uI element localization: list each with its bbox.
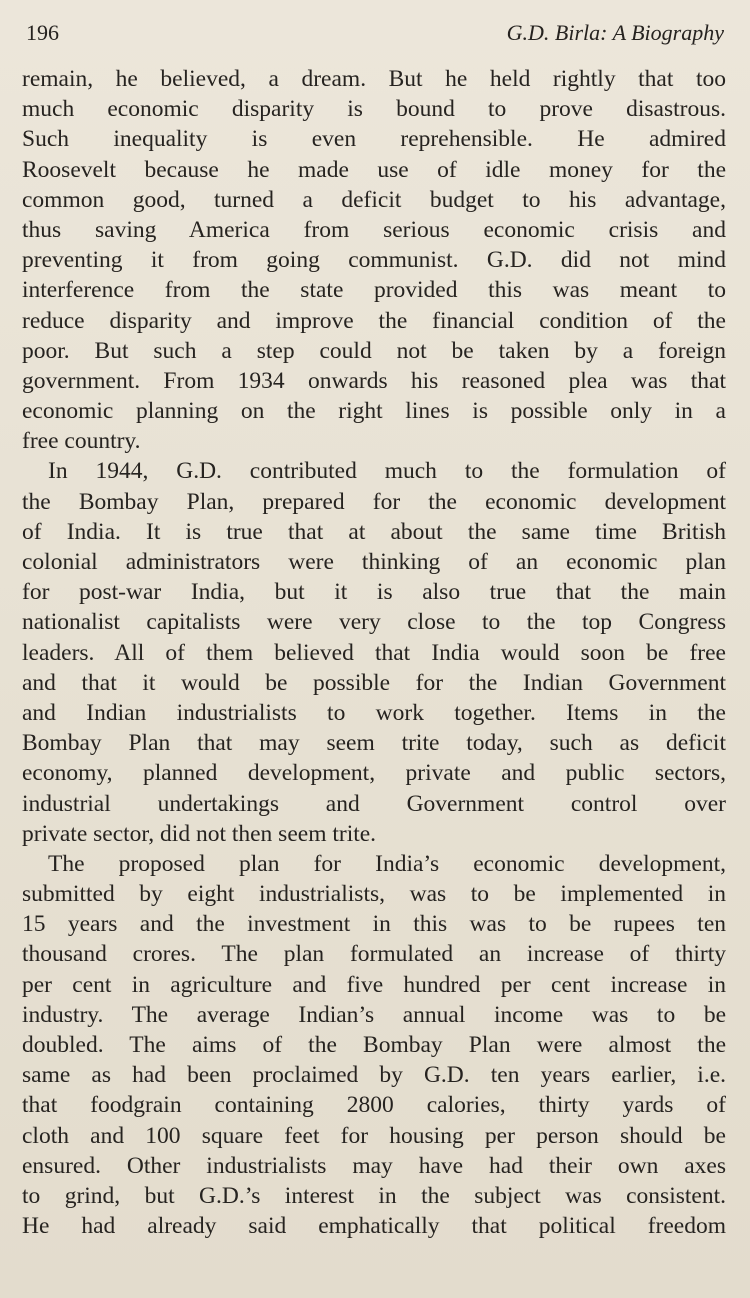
text-line: government. From 1934 onwards his reasoned plea was that	[22, 367, 726, 394]
page-header	[22, 20, 726, 64]
text-line: He had already said emphatically that political freedom	[22, 1213, 726, 1240]
text-line: industry. The average Indian’s annual income was to be	[22, 1001, 726, 1028]
page-number: 196	[26, 20, 59, 45]
text-line: Such inequality is even reprehensible. He admired	[22, 126, 726, 153]
text-line: nationalist capitalists were very close to the top Congress	[22, 609, 726, 636]
text-line: cloth and 100 square feet for housing per person should be	[22, 1122, 726, 1149]
text-line: thousand crores. The plan formulated an increase of thirty	[22, 941, 726, 968]
text-line: reduce disparity and improve the financial condition of the	[22, 307, 726, 334]
text-line: of India. It is true that at about the same time British	[22, 518, 726, 545]
text-line: colonial administrators were thinking of an economic plan	[22, 549, 726, 575]
text-line: much economic disparity is bound to prove disastrous.	[22, 96, 726, 123]
text-line: that foodgrain containing 2800 calories, thirty yards of	[22, 1092, 726, 1119]
text-line: and that it would be possible for the Indian Government	[22, 669, 726, 696]
text-line: the Bombay Plan, prepared for the economic development	[22, 488, 726, 515]
body-text	[22, 64, 726, 1241]
text-line: industrial undertakings and Government control over	[22, 790, 726, 817]
text-line: submitted by eight industrialists, was to be implemented in	[22, 881, 726, 908]
text-line: Roosevelt because he made use of idle money for the	[22, 156, 726, 183]
text-line: free country.	[22, 428, 141, 455]
text-line: The proposed plan for India’s economic development,	[48, 850, 726, 877]
text-line: economic planning on the right lines is possible only in a	[22, 398, 726, 425]
text-line: ensured. Other industrialists may have had their own axes	[22, 1152, 726, 1179]
text-line: per cent in agriculture and five hundred per cent increase in	[22, 971, 726, 998]
running-title: G.D. Birla: A Biography	[506, 20, 724, 45]
text-line: 15 years and the investment in this was to be rupees ten	[22, 911, 726, 938]
text-line: leaders. All of them believed that India would soon be free	[22, 639, 726, 666]
text-line: to grind, but G.D.’s interest in the subject was consistent.	[22, 1182, 726, 1209]
text-line: and Indian industrialists to work together. Items in the	[22, 699, 726, 726]
text-line: In 1944, G.D. contributed much to the formulation of	[48, 458, 726, 485]
text-line: economy, planned development, private and public sectors,	[22, 760, 726, 787]
text-line: Bombay Plan that may seem trite today, such as deficit	[22, 730, 726, 757]
text-line: interference from the state provided this was meant to	[22, 277, 726, 304]
text-line: thus saving America from serious economic crisis and	[22, 216, 726, 243]
text-line: same as had been proclaimed by G.D. ten years earlier, i.e.	[22, 1062, 726, 1089]
text-line: doubled. The aims of the Bombay Plan were almost the	[22, 1032, 726, 1058]
text-line: private sector, did not then seem trite.	[22, 820, 377, 847]
text-line: preventing it from going communist. G.D. did not mind	[22, 247, 726, 274]
text-line: poor. But such a step could not be taken by a foreign	[22, 337, 726, 364]
text-line: for post-war India, but it is also true that the main	[22, 579, 726, 606]
text-line: remain, he believed, a dream. But he held rightly that too	[22, 66, 726, 92]
text-line: common good, turned a deficit budget to his advantage,	[22, 186, 726, 213]
